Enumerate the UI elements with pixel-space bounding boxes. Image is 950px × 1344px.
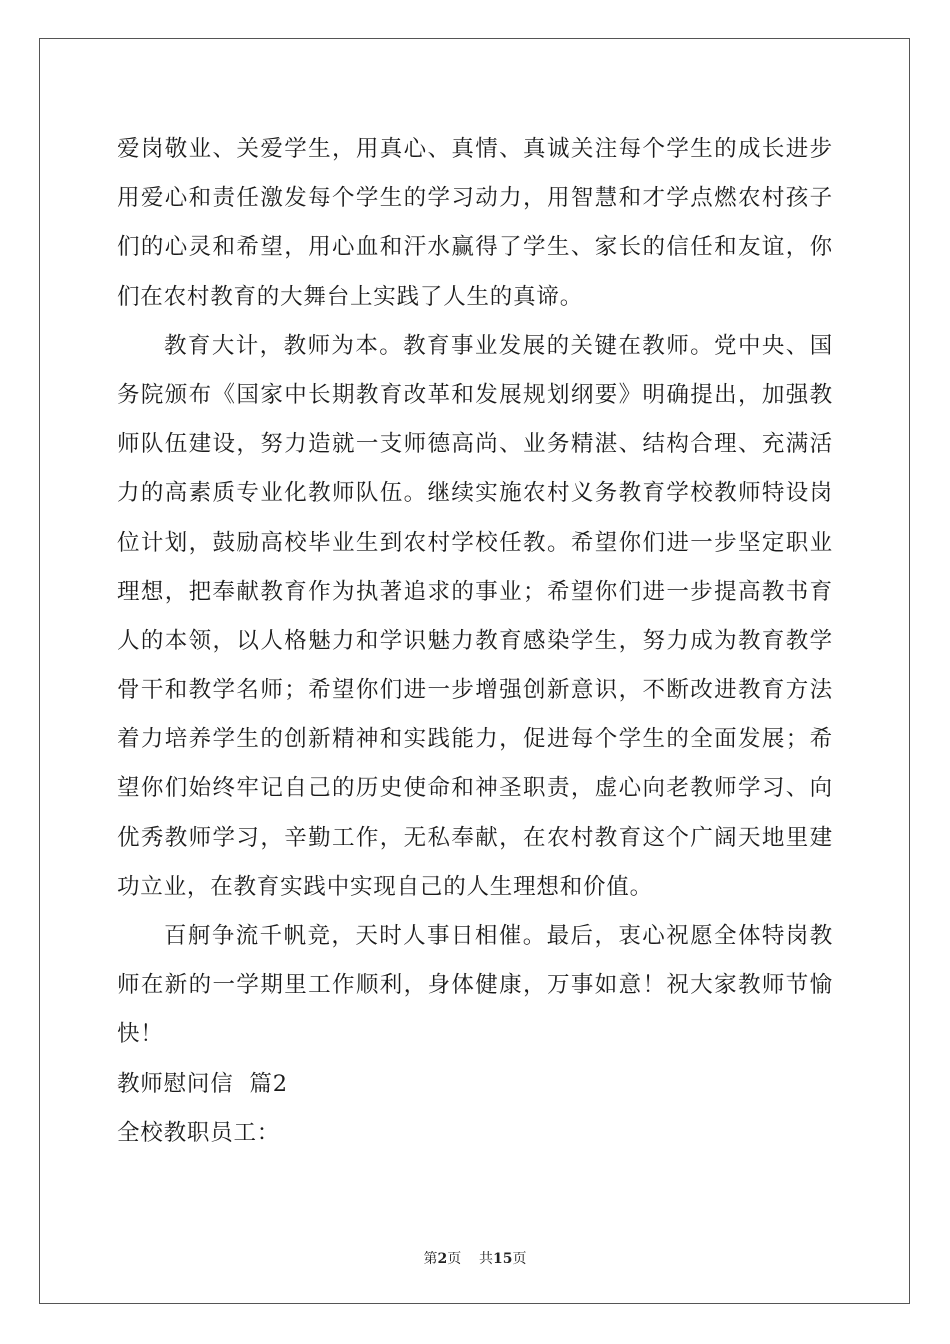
total-suffix: 页 bbox=[512, 1251, 527, 1267]
body-line: 骨干和教学名师；希望你们进一步增强创新意识，不断改进教育方法 bbox=[117, 677, 833, 704]
body-line: 们在农村教育的大舞台上实践了人生的真谛。 bbox=[117, 283, 584, 310]
page-footer bbox=[0, 1248, 950, 1268]
body-line: 师在新的一学期里工作顺利，身体健康，万事如意！祝大家教师节愉 bbox=[117, 972, 833, 999]
body-line: 用爱心和责任激发每个学生的学习动力，用智慧和才学点燃农村孩子 bbox=[117, 185, 833, 212]
body-line: 功立业，在教育实践中实现自己的人生理想和价值。 bbox=[117, 873, 653, 900]
page-number: 2 bbox=[437, 1251, 448, 1267]
paragraph-first-line: 百舸争流千帆竞，天时人事日相催。最后，衷心祝愿全体特岗教 bbox=[164, 923, 833, 949]
page-prefix: 第 bbox=[423, 1251, 438, 1267]
body-line: 师队伍建设，努力造就一支师德高尚、业务精湛、结构合理、充满活 bbox=[117, 431, 833, 458]
salutation: 全校教职员工： bbox=[117, 1119, 281, 1146]
paragraph-first-line: 教育大计，教师为本。教育事业发展的关键在教师。党中央、国 bbox=[164, 332, 833, 359]
body-line: 爱岗敬业、关爱学生，用真心、真情、真诚关注每个学生的成长进步 bbox=[117, 136, 833, 162]
body-line: 人的本领，以人格魅力和学识魅力教育感染学生，努力成为教育教学 bbox=[117, 627, 833, 654]
section-heading: 教师慰问信 篇2 bbox=[117, 1070, 288, 1097]
total-pages: 15 bbox=[493, 1251, 513, 1267]
body-line: 快！ bbox=[117, 1021, 164, 1048]
document-body bbox=[117, 128, 833, 1161]
page-suffix: 页 bbox=[447, 1251, 462, 1267]
body-line: 位计划，鼓励高校毕业生到农村学校任教。希望你们进一步坚定职业 bbox=[117, 529, 833, 556]
body-line: 着力培养学生的创新精神和实践能力，促进每个学生的全面发展；希 bbox=[117, 726, 833, 753]
body-line: 力的高素质专业化教师队伍。继续实施农村义务教育学校教师特设岗 bbox=[117, 480, 833, 507]
body-line: 理想，把奉献教育作为执著追求的事业；希望你们进一步提高教书育 bbox=[117, 578, 833, 605]
total-prefix: 共 bbox=[479, 1251, 494, 1267]
body-line: 优秀教师学习，辛勤工作，无私奉献，在农村教育这个广阔天地里建 bbox=[117, 824, 833, 851]
body-line: 们的心灵和希望，用心血和汗水赢得了学生、家长的信任和友谊，你 bbox=[117, 234, 833, 261]
body-line: 务院颁布《国家中长期教育改革和发展规划纲要》明确提出，加强教 bbox=[117, 381, 833, 408]
body-line: 望你们始终牢记自己的历史使命和神圣职责，虚心向老教师学习、向 bbox=[117, 775, 833, 802]
